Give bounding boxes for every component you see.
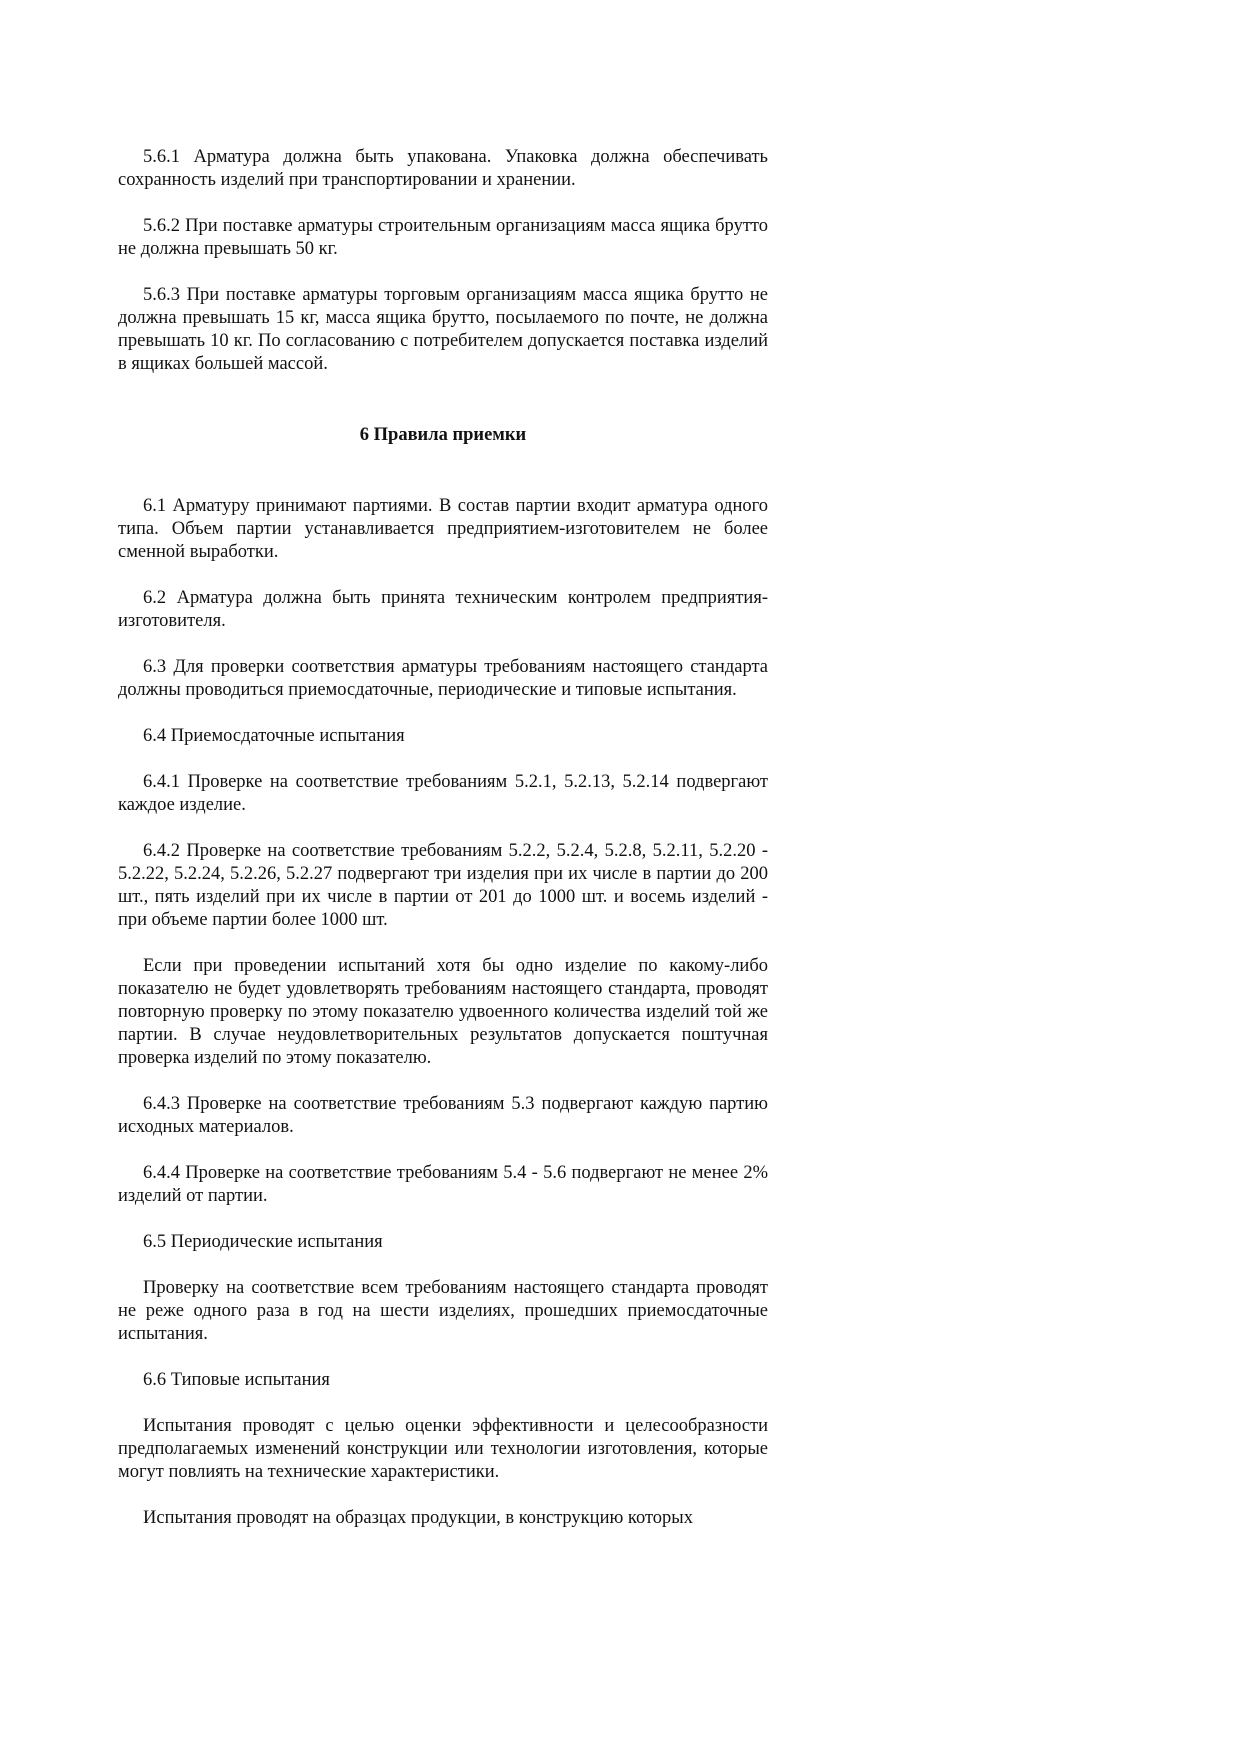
paragraph-6-4-1: 6.4.1 Проверке на соответствие требованиям 5.2.1, 5.2.13, 5.2.14 подвергают каждое изделие. [118,772,768,815]
paragraph-6-5-body: Проверку на соответствие всем требованиям настоящего стандарта проводят не реже одного раза в год на шести изделиях, прошедших приемосдаточные испытания. [118,1278,768,1344]
paragraph-6-4-4: 6.4.4 Проверке на соответствие требованиям 5.4 - 5.6 подвергают не менее 2% изделий от партии. [118,1163,768,1206]
subsection-6-4-title: 6.4 Приемосдаточные испытания [143,726,405,746]
paragraph-6-6-body-2: Испытания проводят на образцах продукции, в конструкцию которых [143,1508,693,1528]
paragraph-5-6-1: 5.6.1 Арматура должна быть упакована. Упаковка должна обеспечивать сохранность изделий при транспортировании и хранении. [118,147,768,190]
subsection-6-6-title: 6.6 Типовые испытания [143,1370,330,1390]
paragraph-6-4-2-retest: Если при проведении испытаний хотя бы одно изделие по какому-либо показателю не будет удовлетворять требованиям настоящего стандарта, проводят повторную проверку по этому показателю удвоенного количества изделий той же партии. В случае неудовлетворительных результатов допускается поштучная проверка изделий по этому показателю. [118,956,768,1068]
subsection-6-5-title: 6.5 Периодические испытания [143,1232,383,1252]
document-body [118,146,768,1530]
paragraph-5-6-2: 5.6.2 При поставке арматуры строительным организациям масса ящика брутто не должна превышать 50 кг. [118,216,768,259]
section-6-heading: 6 Правила приемки [359,425,527,445]
paragraph-6-6-body: Испытания проводят с целью оценки эффективности и целесообразности предполагаемых изменений конструкции или технологии изготовления, которые могут повлиять на технические характеристики. [118,1416,768,1482]
paragraph-6-4-2: 6.4.2 Проверке на соответствие требованиям 5.2.2, 5.2.4, 5.2.8, 5.2.11, 5.2.20 - 5.2.22, 5.2.24, 5.2.26, 5.2.27 подвергают три изделия при их числе в партии до 200 шт., пять изделий при их числе в партии от 201 до 1000 шт. и восемь изделий - при объеме партии более 1000 шт. [118,841,768,930]
paragraph-6-1: 6.1 Арматуру принимают партиями. В состав партии входит арматура одного типа. Объем партии устанавливается предприятием-изготовителем не более сменной выработки. [118,496,768,562]
paragraph-5-6-3: 5.6.3 При поставке арматуры торговым организациям масса ящика брутто не должна превышать 15 кг, масса ящика брутто, посылаемого по почте, не должна превышать 10 кг. По согласованию с потребителем допускается поставка изделий в ящиках большей массой. [118,285,768,374]
paragraph-6-3: 6.3 Для проверки соответствия арматуры требованиям настоящего стандарта должны проводиться приемосдаточные, периодические и типовые испытания. [118,657,768,700]
paragraph-6-4-3: 6.4.3 Проверке на соответствие требованиям 5.3 подвергают каждую партию исходных материалов. [118,1094,768,1137]
paragraph-6-2: 6.2 Арматура должна быть принята техническим контролем предприятия-изготовителя. [118,588,768,631]
